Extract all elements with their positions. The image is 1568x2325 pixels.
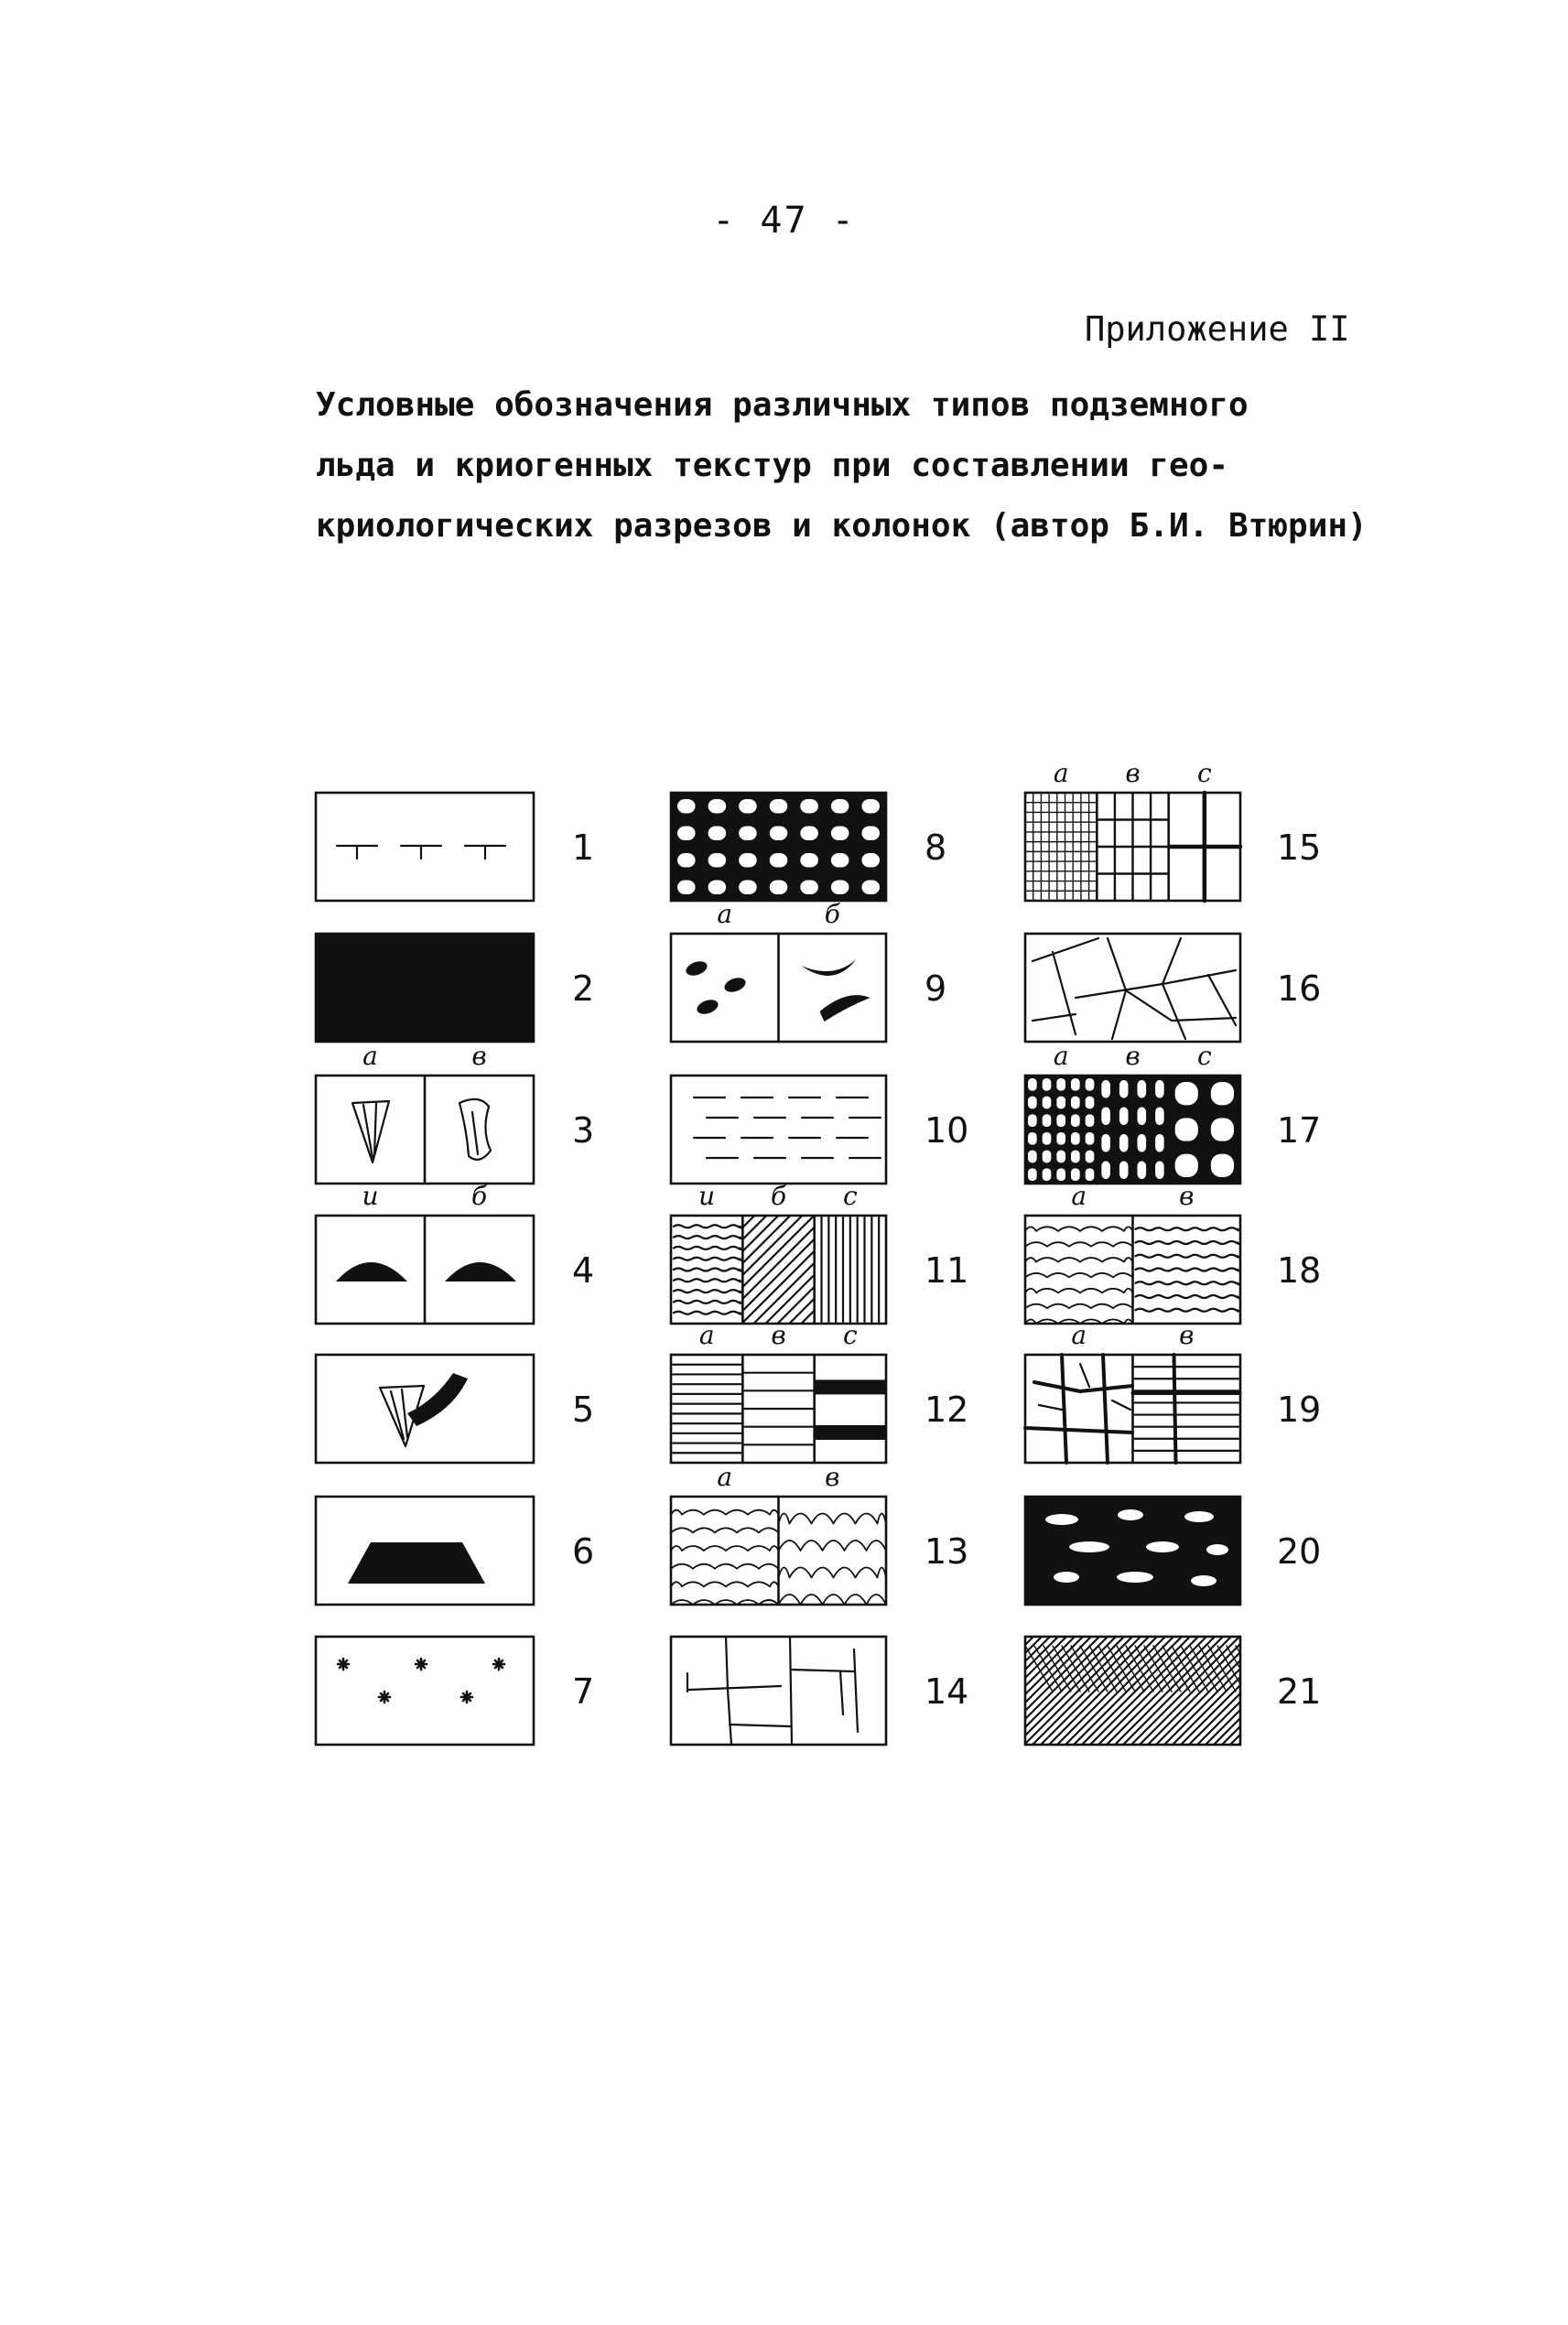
legend-item-11 <box>671 1181 968 1324</box>
subpart-label: в <box>1125 1041 1141 1071</box>
legend-number: 6 <box>572 1531 595 1572</box>
legend-symbol <box>380 1373 468 1446</box>
legend-number: 8 <box>925 827 947 868</box>
legend-item-9 <box>671 899 946 1042</box>
subpart-label: а <box>717 1462 733 1492</box>
legend-symbol <box>687 1637 858 1745</box>
legend-item-5 <box>316 1355 594 1463</box>
subpart-label: в <box>1179 1320 1195 1350</box>
legend-item-15 <box>1025 758 1321 901</box>
legend-symbol <box>352 1076 491 1184</box>
legend-item-21 <box>1025 1637 1321 1745</box>
legend-number: 19 <box>1277 1390 1322 1430</box>
legend-number: 15 <box>1277 827 1322 868</box>
legend-number: 12 <box>925 1390 969 1430</box>
legend-item-3 <box>316 1041 594 1184</box>
legend-item-2 <box>316 934 594 1042</box>
subpart-label: а <box>1053 758 1069 788</box>
caption-line-1: Условные обозначения различных типов подземного <box>316 386 1249 424</box>
legend-item-17 <box>1025 1041 1321 1184</box>
subpart-label: с <box>1196 758 1212 788</box>
subpart-label: в <box>771 1320 786 1350</box>
legend-item-19 <box>1025 1320 1321 1463</box>
symbol-frame <box>671 1076 886 1184</box>
legend-number: 3 <box>572 1110 595 1151</box>
subpart-label: б <box>470 1181 488 1211</box>
legend-item-14 <box>671 1637 968 1745</box>
legend-symbol <box>316 934 534 1042</box>
legend-symbol <box>673 1355 886 1463</box>
legend-number: 13 <box>925 1531 969 1572</box>
legend-number: 17 <box>1277 1110 1322 1151</box>
legend-number: 14 <box>925 1671 969 1712</box>
legend-symbol <box>674 1216 879 1324</box>
legend-symbol <box>336 1216 516 1324</box>
subpart-label: с <box>1196 1041 1212 1071</box>
legend-number: 10 <box>925 1110 969 1151</box>
legend-symbol <box>1025 1637 1263 1745</box>
legend-symbol <box>1033 938 1236 1039</box>
legend-symbol <box>348 1542 485 1584</box>
legend-item-8 <box>671 793 946 901</box>
legend-symbol <box>1025 1497 1240 1605</box>
legend-symbol <box>1025 1355 1240 1463</box>
subpart-label: с <box>842 1320 858 1350</box>
legend-item-6 <box>316 1497 594 1605</box>
caption-line-3: криологических разрезов и колонок (автор Б.И. Втюрин) <box>316 507 1368 545</box>
legend-symbol <box>694 1098 881 1158</box>
legend-symbol <box>338 1659 504 1703</box>
subpart-label: б <box>824 899 840 929</box>
subpart-label: в <box>1179 1181 1195 1211</box>
subpart-label: и <box>698 1181 716 1211</box>
legend-symbol <box>337 846 505 859</box>
legend-number: 18 <box>1277 1250 1322 1291</box>
legend-item-7 <box>316 1637 594 1745</box>
legend-symbol <box>1025 1076 1240 1184</box>
legend-number: 7 <box>572 1671 595 1712</box>
subpart-label: а <box>717 899 733 929</box>
subpart-label: а <box>1071 1181 1087 1211</box>
symbol-frame <box>1025 934 1240 1042</box>
subpart-label: с <box>842 1181 858 1211</box>
subpart-label: в <box>471 1041 487 1071</box>
caption-line-2: льда и криогенных текстур при составлении гео- <box>316 447 1228 484</box>
legend-number: 2 <box>572 968 595 1009</box>
subpart-label: а <box>698 1320 715 1350</box>
subpart-label: б <box>770 1181 787 1211</box>
legend-item-1 <box>316 793 594 901</box>
legend-number: 4 <box>572 1250 595 1291</box>
legend-item-4 <box>316 1181 594 1324</box>
legend-item-10 <box>671 1076 968 1184</box>
legend-item-13 <box>671 1462 968 1605</box>
legend-item-18 <box>1025 1181 1321 1324</box>
subpart-label: в <box>1125 758 1141 788</box>
legend-symbol <box>671 1487 886 1605</box>
subpart-label: а <box>362 1041 378 1071</box>
legend-symbol <box>1025 793 1240 901</box>
subpart-label: в <box>825 1462 840 1492</box>
legend-number: 20 <box>1277 1531 1322 1572</box>
subpart-label: а <box>1053 1041 1069 1071</box>
subpart-label: а <box>1071 1320 1087 1350</box>
appendix-label: Приложение II <box>1085 309 1350 349</box>
page-number: - 47 - <box>712 200 856 242</box>
legend-number: 21 <box>1277 1671 1322 1712</box>
legend-symbol <box>671 793 886 901</box>
legend-number: 16 <box>1277 968 1322 1009</box>
legend-number: 1 <box>572 827 595 868</box>
legend-item-20 <box>1025 1497 1321 1605</box>
legend-item-16 <box>1025 934 1321 1042</box>
legend-symbol <box>1025 1212 1238 1325</box>
subpart-label: и <box>362 1181 379 1211</box>
legend-item-12 <box>671 1320 968 1463</box>
legend-number: 9 <box>925 968 947 1009</box>
symbol-frame <box>316 1637 534 1745</box>
legend-number: 5 <box>572 1390 595 1430</box>
legend-symbol <box>684 934 870 1042</box>
legend-number: 11 <box>925 1250 969 1291</box>
